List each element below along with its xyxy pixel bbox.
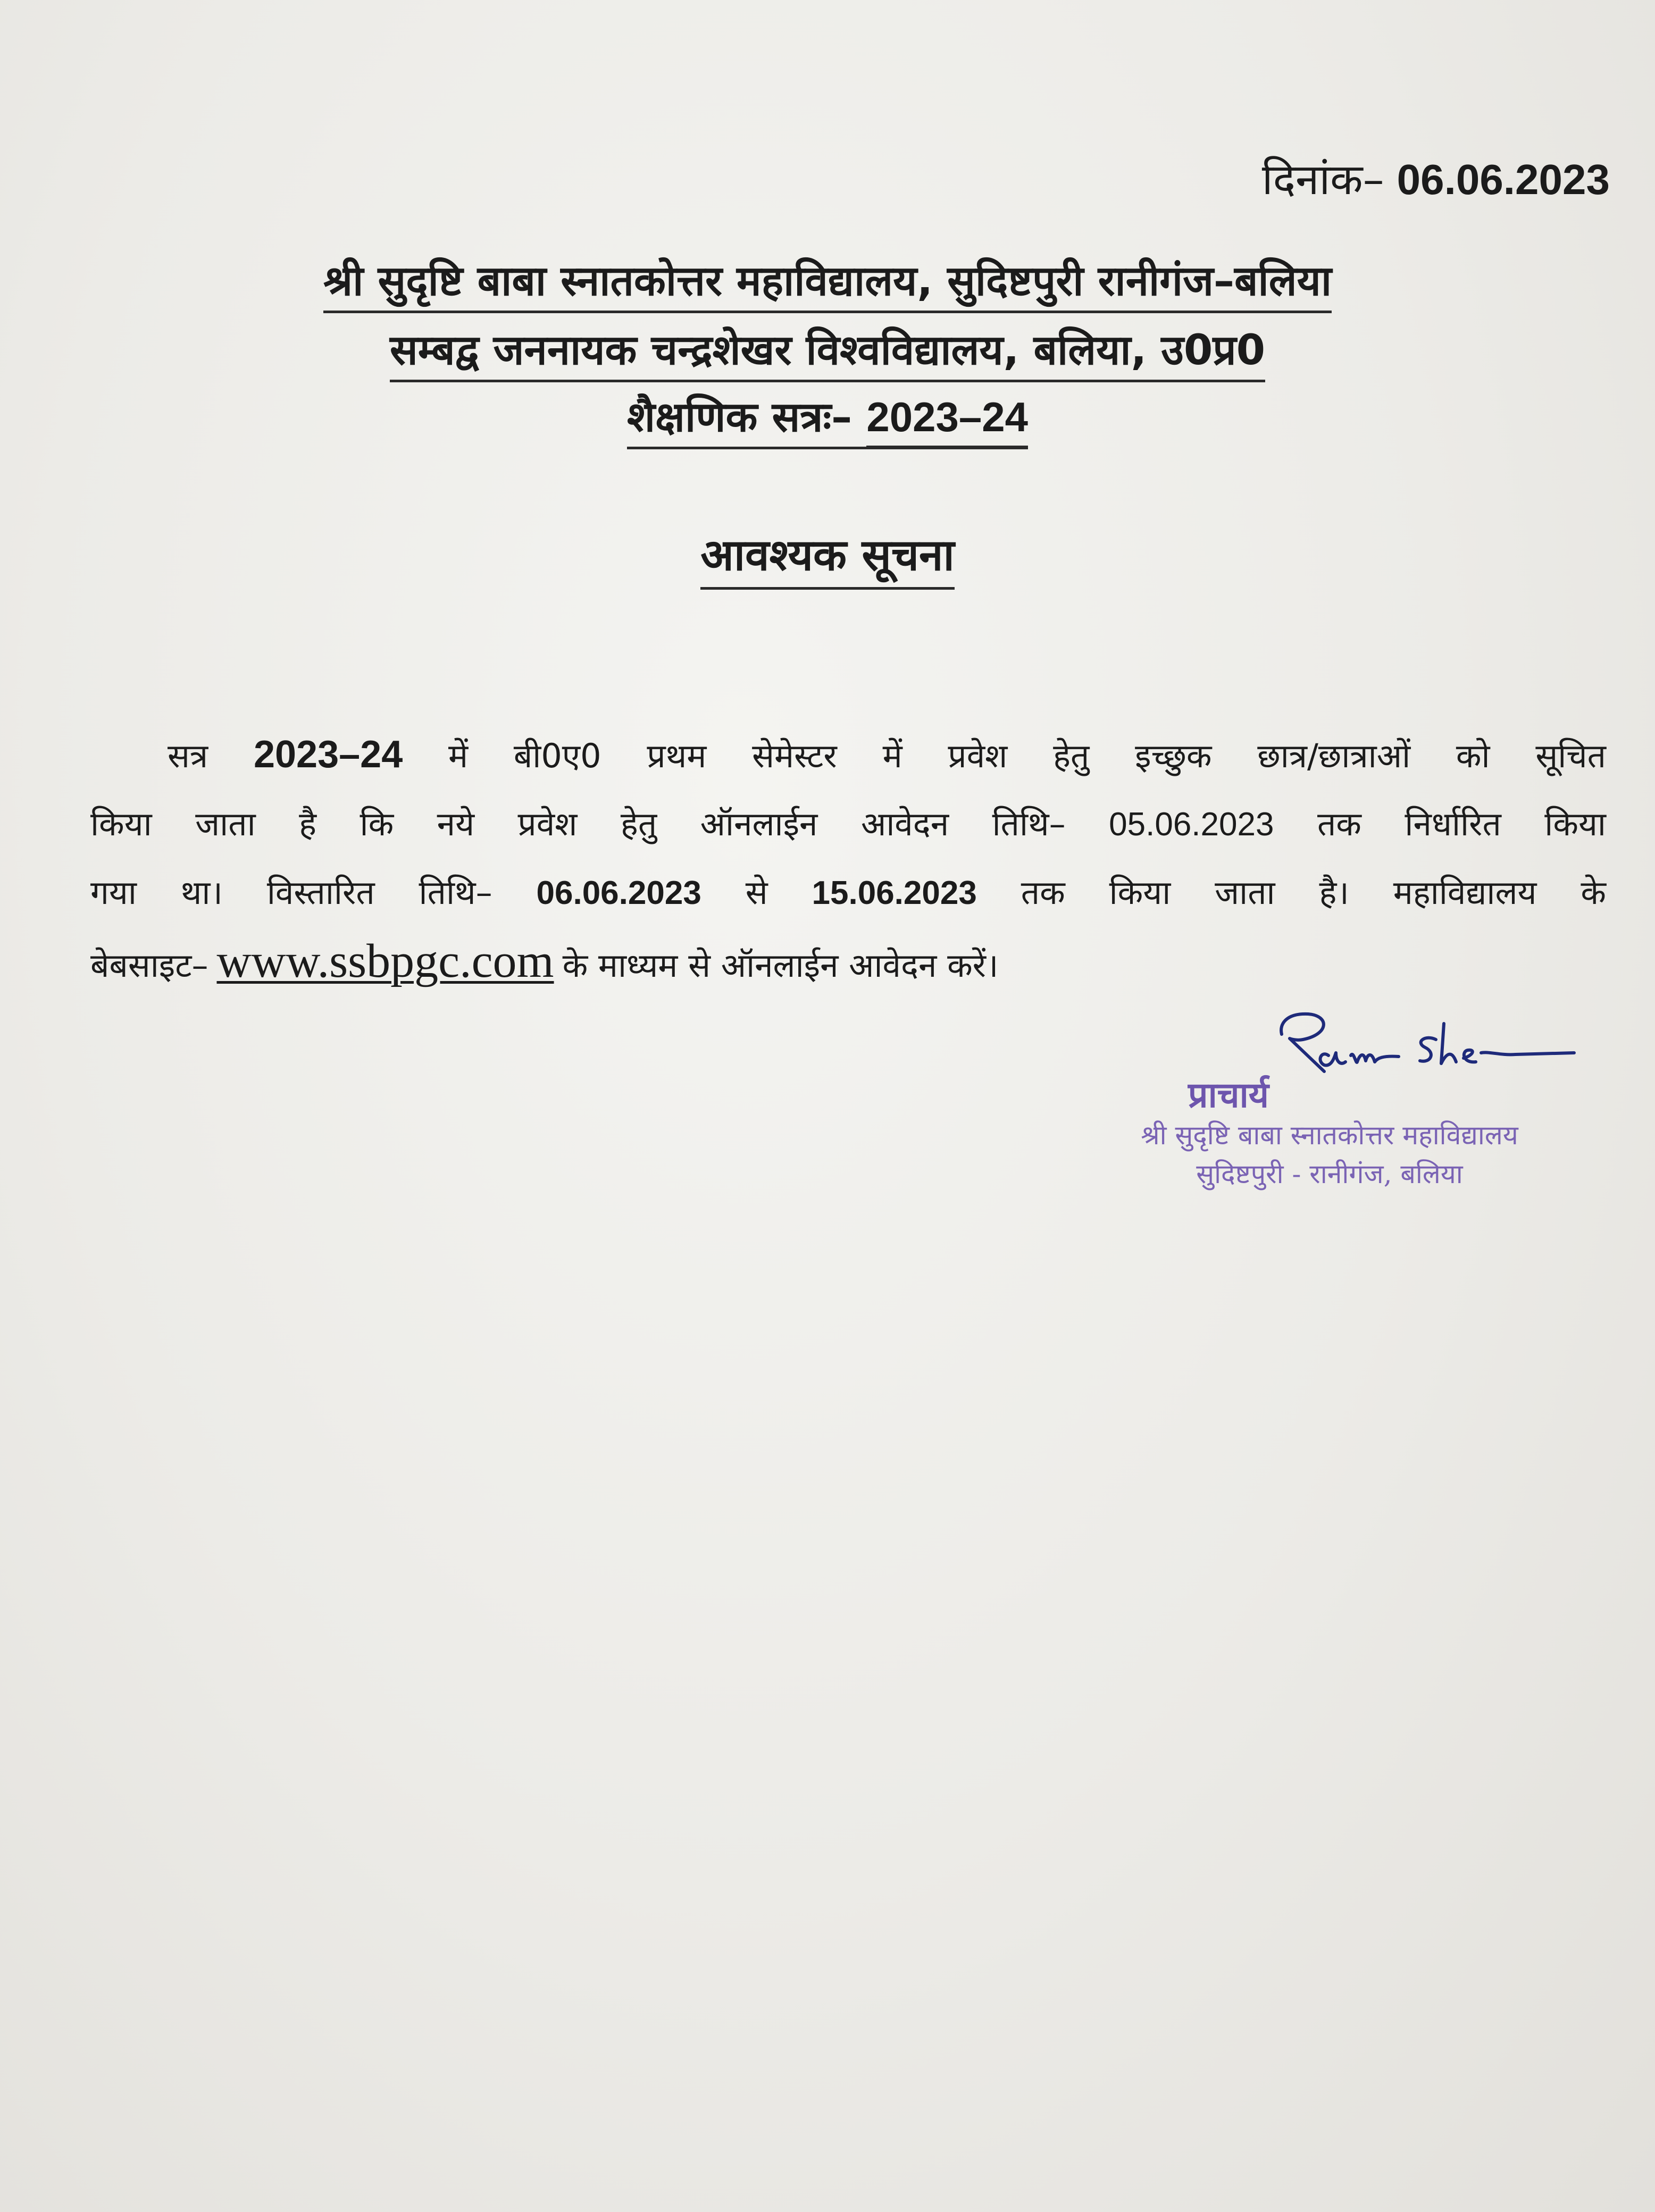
session-heading <box>0 393 1655 441</box>
notice-line-1 <box>90 720 1606 790</box>
stamp-line-2: सुदिष्टपुरी - रानीगंज, बलिया <box>1196 1158 1463 1189</box>
line1-text-b: में बी0ए0 प्रथम सेमेस्टर में प्रवेश हेतु इच्छुक छात्र/छात्राओं को सूचित <box>448 736 1607 775</box>
session-underline <box>627 393 1028 449</box>
line3-text-a: गया था। विस्तारित तिथि– <box>90 873 492 912</box>
session-label: शैक्षणिक सत्रः– <box>627 393 852 449</box>
line4-text-a: बेबसाइट– <box>90 946 208 985</box>
line2-text-b: तक निर्धारित किया <box>1317 805 1606 843</box>
date-line <box>1262 149 1610 207</box>
notice-line-4 <box>90 927 1606 1000</box>
line3-from-date: 06.06.2023 <box>536 875 701 911</box>
line1-session: 2023–24 <box>253 733 403 776</box>
affiliation: सम्बद्व जननायक चन्द्रशेखर विश्वविद्यालय, बलिया, उ0प्र0 <box>390 326 1265 382</box>
notice-title <box>0 524 1655 583</box>
principal-signature <box>1266 1002 1585 1082</box>
line3-text-c: तक किया जाता है। महाविद्यालय के <box>1021 873 1606 912</box>
session-value: 2023–24 <box>866 393 1028 448</box>
notice-title-text: आवश्यक सूचना <box>700 530 955 590</box>
notice-line-2 <box>90 790 1606 859</box>
line2-text-a: किया जाता है कि नये प्रवेश हेतु ऑनलाईन आवेदन तिथि– <box>90 805 1066 843</box>
stamp-line-1: श्री सुदृष्टि बाबा स्नातकोत्तर महाविद्यालय <box>1141 1120 1518 1151</box>
line3-text-b: से <box>745 873 768 912</box>
principal-stamp <box>1010 1074 1649 1193</box>
notice-body <box>90 720 1606 1000</box>
line1-text-a: सत्र <box>168 736 208 775</box>
stamp-title: प्राचार्य <box>1188 1075 1269 1116</box>
affiliation-heading <box>0 326 1655 374</box>
website-link[interactable]: www.ssbpgc.com <box>216 935 554 987</box>
date-label: दिनांक– <box>1261 155 1384 204</box>
college-name-heading <box>0 257 1655 305</box>
line4-text-b: के माध्यम से ऑनलाईन आवेदन करें। <box>562 946 999 985</box>
line3-to-date: 15.06.2023 <box>812 875 977 911</box>
line2-date: 05.06.2023 <box>1109 806 1274 843</box>
signature-strokes <box>1281 1014 1574 1071</box>
notice-line-3 <box>90 859 1606 927</box>
college-name: श्री सुदृष्टि बाबा स्नातकोत्तर महाविद्यालय, सुदिष्टपुरी रानीगंज–बलिया <box>323 257 1332 313</box>
date-value: 06.06.2023 <box>1397 156 1610 203</box>
